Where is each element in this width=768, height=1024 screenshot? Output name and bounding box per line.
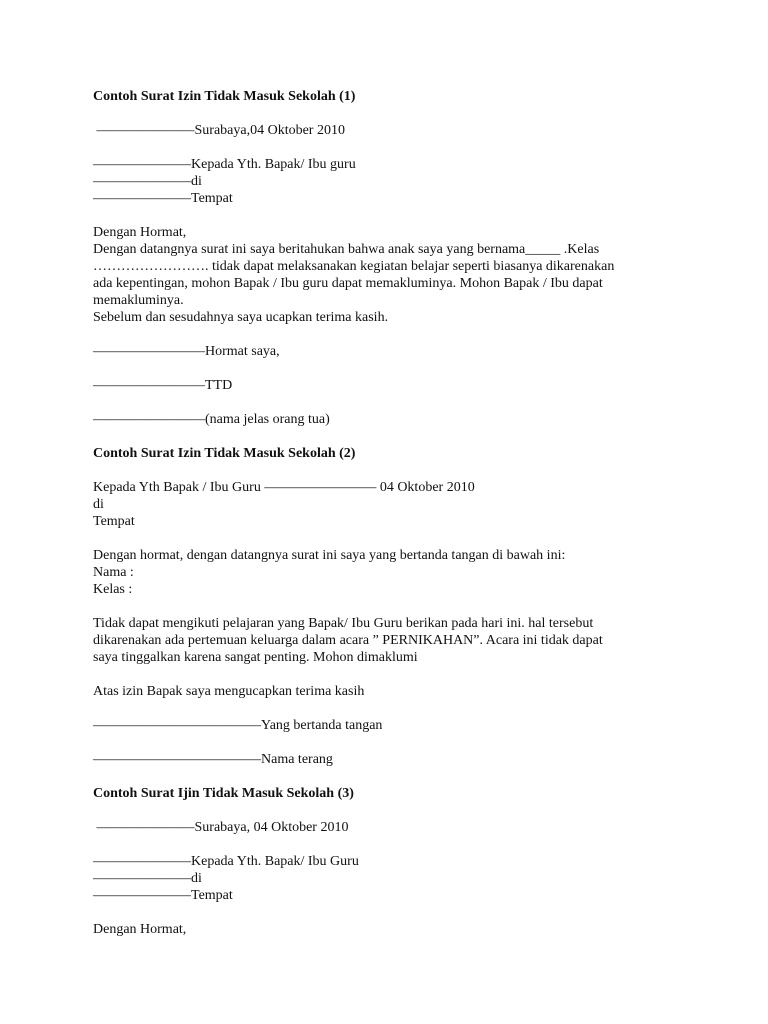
letter-2-title: Contoh Surat Izin Tidak Masuk Sekolah (2) (93, 446, 356, 461)
letter-1-name-line: ————————(nama jelas orang tua) (93, 412, 330, 427)
letter-3-address-di: ———————di (93, 871, 202, 886)
letter-1-title: Contoh Surat Izin Tidak Masuk Sekolah (1) (93, 89, 356, 104)
letter-2-field-nama: Nama : (93, 565, 134, 580)
letter-1-date-line: ———————Surabaya,04 Oktober 2010 (93, 123, 345, 138)
letter-1 (93, 88, 683, 445)
letter-2-thanks: Atas izin Bapak saya mengucapkan terima kasih (93, 684, 365, 699)
letter-2-body-line: dikarenakan ada pertemuan keluarga dalam acara ” PERNIKAHAN”. Acara ini tidak dapat (93, 633, 603, 648)
letter-3-title: Contoh Surat Ijin Tidak Masuk Sekolah (3) (93, 786, 354, 801)
letter-2-signed-line: ————————————Yang bertanda tangan (93, 718, 383, 733)
letter-2-name-line: ————————————Nama terang (93, 752, 333, 767)
letter-3-address-place: ———————Tempat (93, 888, 233, 903)
letter-3-address-recipient: ———————Kepada Yth. Bapak/ Ibu Guru (93, 854, 359, 869)
letter-3 (93, 785, 683, 938)
letter-1-body-line: Dengan datangnya surat ini saya beritahukan bahwa anak saya yang bernama_____ .Kelas (93, 242, 600, 257)
letter-1-body-line: ada kepentingan, mohon Bapak / Ibu guru dapat memakluminya. Mohon Bapak / Ibu dapat (93, 276, 603, 291)
letter-3-greeting: Dengan Hormat, (93, 922, 187, 937)
letter-2-body-line: saya tinggalkan karena sangat penting. Mohon dimaklumi (93, 650, 418, 665)
letter-2 (93, 445, 683, 785)
letter-2-intro: Dengan hormat, dengan datangnya surat ini saya yang bertanda tangan di bawah ini: (93, 548, 566, 563)
letter-1-address-place: ———————Tempat (93, 191, 233, 206)
letter-1-closing: ————————Hormat saya, (93, 344, 280, 359)
letter-1-address-di: ———————di (93, 174, 202, 189)
letter-1-body-line: Sebelum dan sesudahnya saya ucapkan terima kasih. (93, 310, 389, 325)
letter-1-signature: ————————TTD (93, 378, 233, 393)
letter-2-address-place: Tempat (93, 514, 135, 529)
letter-1-body-line: ……………………. tidak dapat melaksanakan kegiatan belajar seperti biasanya dikarenakan (93, 259, 615, 274)
letter-1-address-recipient: ———————Kepada Yth. Bapak/ Ibu guru (93, 157, 356, 172)
letter-3-date-line: ———————Surabaya, 04 Oktober 2010 (93, 820, 349, 835)
document-page (93, 88, 683, 938)
letter-1-body-line: memakluminya. (93, 293, 184, 308)
letter-1-greeting: Dengan Hormat, (93, 225, 187, 240)
letter-2-address-di: di (93, 497, 104, 512)
letter-2-body-line: Tidak dapat mengikuti pelajaran yang Bapak/ Ibu Guru berikan pada hari ini. hal tersebut (93, 616, 594, 631)
letter-2-field-kelas: Kelas : (93, 582, 133, 597)
letter-2-address-recipient: Kepada Yth Bapak / Ibu Guru ———————— 04 Oktober 2010 (93, 480, 475, 495)
